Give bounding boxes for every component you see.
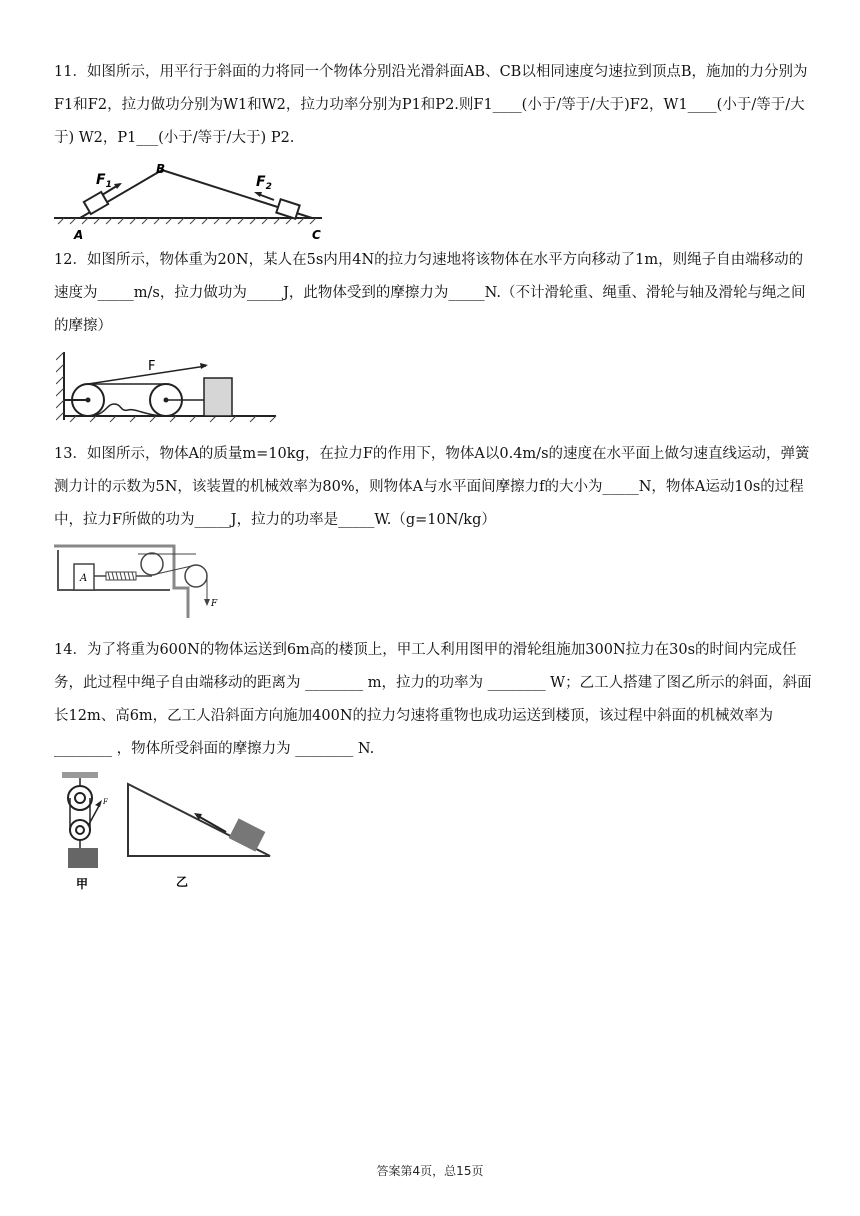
figure-pulley-system xyxy=(56,352,278,424)
question-11-text: 11．如图所示，用平行于斜面的力将同一个物体分别沿光滑斜面AB、CB以相同速度匀速拉到顶点B，施加的力分别为F1和F2，拉力做功分别为W1和W2，拉力功率分别为P1和P2.则F1____(小于/等于/大于)F2，W1____(小于/等于/大于) W2，P1___(小于/等于/大于) P2. xyxy=(54,64,808,146)
label-jia: 甲 xyxy=(76,877,89,891)
page-footer: 答案第4页，总15页 xyxy=(376,1164,484,1178)
figure-spring-pulley xyxy=(54,544,224,620)
question-13-text: 13．如图所示，物体A的质量m=10kg，在拉力F的作用下，物体A以0.4m/s的速度在水平面上做匀速直线运动，弹簧测力计的示数为5N，该装置的机械效率为80%，则物体A与水平面间摩擦力f的大小为_____N，物体A运动10s的过程中，拉力F所做的功为_____J，拉力的功率是_____W.（g=10N/kg） xyxy=(54,446,810,528)
figure-yi-incline xyxy=(126,782,276,892)
label-b: B xyxy=(156,162,166,176)
question-14 xyxy=(54,634,814,766)
label-f: F xyxy=(211,599,218,609)
question-12 xyxy=(54,244,814,343)
label-f: F xyxy=(148,359,156,374)
question-13 xyxy=(54,438,814,537)
label-a: A xyxy=(80,573,88,584)
label-f2: $F_2$ xyxy=(256,174,272,192)
figure-jia-pulley xyxy=(58,770,108,894)
label-a: A xyxy=(74,228,84,242)
question-14-text: 14．为了将重为600N的物体运送到6m高的楼顶上，甲工人利用图甲的滑轮组施加300N拉力在30s的时间内完成任务，此过程中绳子自由端移动的距离为 ________ m，拉力的功率为 ________ W；乙工人搭建了图乙所示的斜面，斜面长12m、高6m，乙工人沿斜面方向施加400N的拉力匀速将重物也成功运送到楼顶，该过程中斜面的机械效率为 ________ ，物体所受斜面的摩擦力为 ________ N. xyxy=(54,642,812,757)
question-12-text: 12．如图所示，物体重为20N，某人在5s内用4N的拉力匀速地将该物体在水平方向移动了1m，则绳子自由端移动的速度为_____m/s，拉力做功为_____J，此物体受到的摩擦力为_____N.（不计滑轮重、绳重、滑轮与轴及滑轮与绳之间的摩擦） xyxy=(54,252,806,334)
label-yi: 乙 xyxy=(176,875,189,889)
figure-inclined-planes xyxy=(54,160,324,242)
question-11 xyxy=(54,56,814,155)
label-f: F xyxy=(103,798,108,806)
label-c: C xyxy=(312,228,321,242)
label-f1: $F_1$ xyxy=(96,172,112,190)
